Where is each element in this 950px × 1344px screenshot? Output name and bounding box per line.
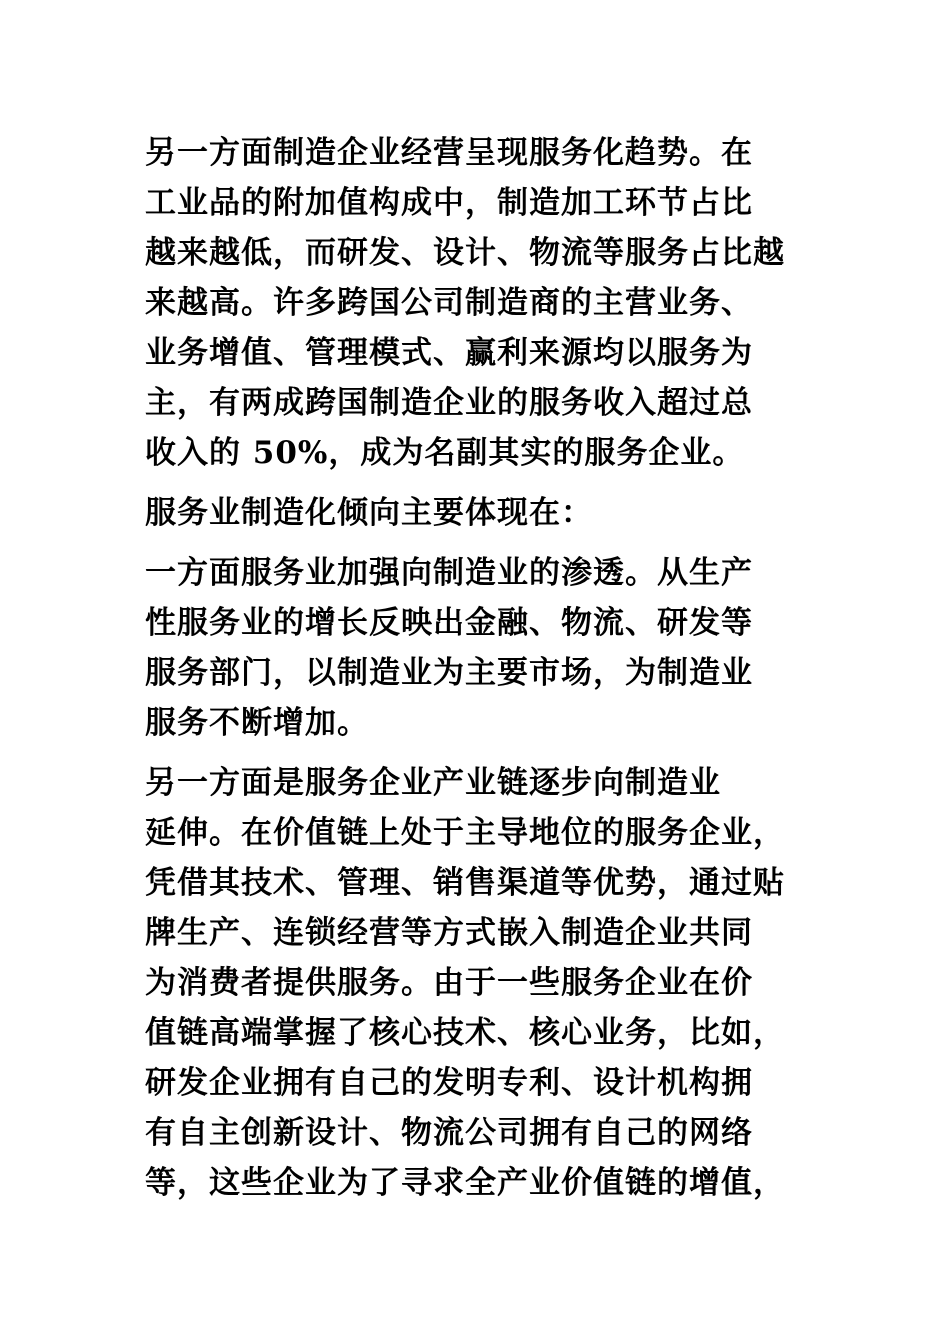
paragraph-service-manufacturing-heading (145, 488, 810, 538)
text-line: 一方面服务业加强向制造业的渗透。从生产 (145, 555, 753, 591)
text-line: 来越高。许多跨国公司制造商的主营业务、 (145, 285, 753, 321)
text-line: 另一方面制造企业经营呈现服务化趋势。在 (145, 135, 753, 171)
text-line: 为消费者提供服务。由于一些服务企业在价 (145, 965, 753, 1001)
text-line: 越来越低，而研发、设计、物流等服务占比越 (145, 235, 785, 271)
paragraph-service-penetration (145, 548, 810, 748)
text-line: 业务增值、管理模式、赢利来源均以服务为 (145, 335, 753, 371)
paragraph-industry-chain-extension (145, 758, 810, 1208)
text-line: 等，这些企业为了寻求全产业价值链的增值， (145, 1165, 785, 1201)
text-line: 牌生产、连锁经营等方式嵌入制造企业共同 (145, 915, 753, 951)
text-line: 工业品的附加值构成中，制造加工环节占比 (145, 185, 753, 221)
text-line: 有自主创新设计、物流公司拥有自己的网络 (145, 1115, 753, 1151)
text-line: 凭借其技术、管理、销售渠道等优势，通过贴 (145, 865, 785, 901)
text-line: 值链高端掌握了核心技术、核心业务，比如， (145, 1015, 785, 1051)
document-page (145, 128, 810, 1218)
text-line: 服务不断增加。 (145, 705, 369, 741)
text-line: 主，有两成跨国制造企业的服务收入超过总 (145, 385, 753, 421)
text-line: 服务业制造化倾向主要体现在： (145, 495, 593, 531)
text-line: 收入的 50%，成为名副其实的服务企业。 (145, 435, 745, 471)
paragraph-manufacturing-servitization (145, 128, 810, 478)
text-line: 研发企业拥有自己的发明专利、设计机构拥 (145, 1065, 753, 1101)
text-line: 性服务业的增长反映出金融、物流、研发等 (145, 605, 753, 641)
text-line: 服务部门，以制造业为主要市场，为制造业 (145, 655, 753, 691)
text-line: 另一方面是服务企业产业链逐步向制造业 (145, 765, 721, 801)
text-line: 延伸。在价值链上处于主导地位的服务企业， (145, 815, 785, 851)
